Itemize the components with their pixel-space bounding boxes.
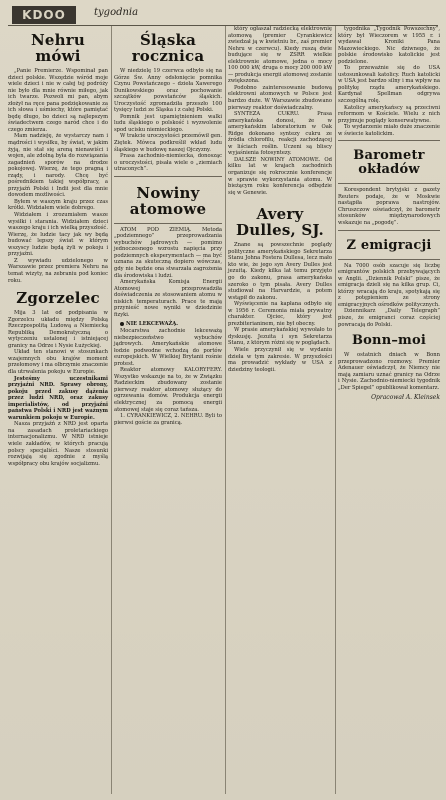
paragraph: Korespondent brytyjski z gazety Reuters podaje, że w Moskwie nastąpiła poprawa nastrojów. Chruszczow oświadczył, że barometr stosunków międzynarodowych wskazuje na „pogodę”. bbox=[338, 187, 440, 227]
paragraph: Amerykańska Komisja Energii Atomowej przeprowadziła doświadczenia ze stosowaniem atomu w niskich temperaturach. Prace te mają przynieść nowe wyniki w dziedzinie fizyki. bbox=[114, 279, 222, 318]
paragraph: Podobno zainteresowanie budową elektrowni atomowych w Polsce jest bardzo duże. W Warszawie zbudowano pierwszy reaktor doświadczalny. bbox=[228, 84, 332, 111]
paragraph: Pomnik jest upamiętnieniem walki ludu śląskiego o polskość i wyzwolenie spod ucisku niemieckiego. bbox=[114, 113, 222, 133]
section-logo: KDOO bbox=[12, 6, 76, 24]
paragraph: tygodnika „Tygodnik Powszechny”, który był Wieczorem w 1955 r. i wydawał Kroniki Pana Mazowieckiego. Nic dziwnego, że polskie środowisko katolickie jest podzielone. bbox=[338, 26, 440, 65]
headline-barometr: Barometr okładów bbox=[353, 148, 425, 178]
paragraph: To przeważnie się do USA ustosunkowali katolicy. Ruch katolicki w USA jest bardzo silny i ma wpływ na politykę rządu amerykańskiego. Kardynał Spellman odgrywa szczególną rolę. bbox=[338, 65, 440, 105]
paragraph: Reaktor atomowy KALORYFERY. Wszystko wskazuje na to, że w Związku Radzieckim zbudowany zostanie pierwszy reaktor atomowy służący do ogrzewania domów. Produkcja energii elektrycznej za pomocą energii atomowej staje się coraz tańsza. bbox=[114, 367, 222, 413]
bullet-icon bbox=[120, 322, 124, 326]
paragraph: 1. CYRANKIEWICZ, 2. NEHRU. Byli to pierwsi goście za granicą. bbox=[114, 413, 222, 426]
column-4 bbox=[338, 26, 440, 402]
paragraph: który ogłaszał radziecką elektrownię atomową (premier Cyrankiewicz zwiedzał ją w kwietniu br., zaś premier Nehru w czerwcu). Kiedy ruszą dwie budujące się w ZSRR wielkie elektrownie atomowe, jedna o mocy 100 000 kW, druga o mocy 200 000 kW — produkcja energii atomowej zostanie zwiększona. bbox=[228, 26, 332, 85]
masthead bbox=[8, 4, 438, 26]
paragraph: „Panie Premierze. Wspominał pan dzieci polskie. Wszędzie wśród moje wiele dzieci i nie w całej tej podróży nie było dla mnie równie miłego, jak ich twarze. Pozwoli mi pan, abym złożył na ręce pana podziękowanie za ich słowa i uśmiechy, które pamiętać będę długo, bo dzieci są najlepszym świadectwem czego naród chce i do czego zmierza. bbox=[8, 68, 108, 133]
headline-avery-dulles: Avery Dulles, SJ. bbox=[236, 205, 324, 240]
paragraph: Wiele przyczynił się w wydaniu dzieła w tym zakresie. W przyszłości ma prowadzić wykłady w USA z dziedziny teologii. bbox=[228, 346, 332, 373]
paragraph: Na 7000 osób szacuje się liczbę emigrantów polskich przebywających w Anglii. „Dziennik Polski” pisze, że emigracja dzieli się na kilka grup. Ci, którzy wracają do kraju, spotykają się z potępieniem ze strony emigracyjnych ośrodków politycznych. bbox=[338, 262, 440, 308]
paragraph: ATOM POD ZIEMIĄ. Metoda „podziemnego” przeprowadzania wybuchów jądrowych — pomimo jednoczesnego wzrostu napięcia przy podziemnych eksperymentach — ma być uznana za skuteczną dopiero wówczas, gdy nie będzie ona stwarzała zagrożenia dla środowiska i ludzi. bbox=[114, 226, 222, 279]
headline-zgorzelec: Zgorzelec bbox=[16, 289, 100, 308]
paragraph: Układ ten stanowi w stosunkach wzajemnych obu krajów moment przełomowy i ma olbrzymie znaczenie dla utrwalenia pokoju w Europie. bbox=[8, 349, 108, 375]
divider-box bbox=[114, 176, 222, 224]
section-kicker: tygodnia bbox=[94, 7, 139, 18]
paragraph: Prasa zachodnio-niemiecka, donosząc o uroczystości, pisała wiele o „ziemiach utraconych”. bbox=[114, 153, 222, 173]
headline-nehru: Nehru mówi bbox=[31, 31, 85, 65]
paragraph: Mocarstwa zachodnie lekceważą niebezpieczeństwo wybuchów jądrowych. Amerykańskie atomowe łodzie podwodne wchodzą do portów europejskich. W Wielkiej Brytanii rośnie protest. bbox=[114, 327, 222, 367]
paragraph: Katolicy amerykańscy są przeciwni reformom w Kościele. Wielu z nich przyjmuje poglądy konserwatywne. bbox=[338, 104, 440, 124]
byline: Opracował A. Kleinsek bbox=[371, 394, 440, 402]
column-divider bbox=[225, 26, 226, 794]
divider-box bbox=[338, 140, 440, 184]
column-1 bbox=[8, 26, 108, 467]
paragraph: Nasza przyjaźń z NRD jest oparta na zasadach proletariackiego internacjonalizmu. W NRD istnieje wiele zakładów, w których pracują polscy specjaliści. Nasze stosunki rozwijają się zgodnie z myślą współpracy obu krajów socjalizmu. bbox=[8, 421, 108, 467]
column-divider bbox=[111, 26, 112, 794]
paragraph: To wydarzenie miało duże znaczenie w świecie katolickim. bbox=[338, 124, 440, 137]
paragraph: Byłem w waszym kraju przez czas krótki. Widziałem wiele dobrego. bbox=[8, 198, 108, 212]
divider-box bbox=[338, 230, 440, 260]
subhead-nie-lekcewaza: NIE LEKCEWAŻĄ. bbox=[126, 321, 179, 328]
headline-nowiny-atomowe: Nowiny atomowe bbox=[129, 183, 207, 218]
paragraph: Dziennikarz „Daily Telegraph” pisze, że emigranci coraz częściej powracają do Polski. bbox=[338, 308, 440, 328]
paragraph: W niedzielę 19 czerwca odbyło się na Górze Św. Anny odsłonięcie pomnika Czynu Powstańczego – dzieła Xawerego Dunikowskiego oraz pochowanie szczątków powstańców śląskich. Uroczystość zgromadziła przeszło 100 tysięcy ludzi ze Śląska i z całej Polski. bbox=[114, 68, 222, 114]
paragraph-bold: Jesteśmy uczestnikami przyjaźni NRD. Sprawy obrony, pokoju przed zakusy dążenia przez ludzi NRD, oraz zakusy imperialistów, od przyjaźni państwa Polski i NRD jest ważnym warunkiem pokoju w Europie. bbox=[8, 375, 108, 421]
column-2 bbox=[114, 26, 222, 426]
paragraph: Mija 3 lat od podpisania w Zgorzelcu układu między Polską Rzeczpospolitą Ludową a Niemiecką Republiką Demokratyczną o wytyczeniu ustalonej i istniejącej granicy na Odrze i Nysie Łużyckiej. bbox=[8, 310, 108, 349]
paragraph: Wyświęcenie na kapłana odbyło się w 1956 r. Ceremonia miała prywatny charakter. Ojciec, który jest prezbiterianinem, nie był obecny. bbox=[228, 301, 332, 327]
headline-z-emigracji: Z emigracji bbox=[346, 237, 432, 253]
paragraph: Znane są powszechnie poglądy polityczne amerykańskiego Sekretarza Stanu Johna Fostera Dullesa, lecz mało kto wie, że jego syn Avery Dulles jest jezuitą. Kiedy kilka lat temu przyjęto go do zakonu, prasa amerykańska szeroko o tym pisała. Avery Dulles studiował na Harvardzie, a potem wstąpił do zakonu. bbox=[228, 242, 332, 301]
paragraph: Z wywiadu udzielonego w Warszawie przez premiera Nehru na temat wizyty, na zebraniu pod koniec roku. bbox=[8, 257, 108, 284]
paragraph: W prasie amerykańskiej wywołało to dyskusję. Jezuita i syn Sekretarza Stanu, z którym różni się w poglądach. bbox=[228, 327, 332, 347]
paragraph: Widziałem i zrozumiałem wasze wysiłki i starania. Widziałem dzieci waszego kraju i ich wielką przyszłość. Wierzę, że ludzie tacy jak wy będą budować lepszy świat w którym wszyscy ludzie będą żyli w pokoju i przyjaźni. bbox=[8, 212, 108, 258]
paragraph: W trakcie uroczystości przemówił gen. Ziętek. Mówca podkreślił wkład ludu śląskiego w budowę naszej Ojczyzny. bbox=[114, 133, 222, 153]
paragraph: Mam nadzieję, że wystarczy nam i mądrości i wysiłku, by świat, w jakim żyją, nie stał się areną nienawiści i wojen, ale zdolną była do rozwiązania zagadnień sporów na drodze pokojowej. Wierzę, że tego pragną i rządy, i narody. Chcę być pośrednikiem takiej współpracy, a przyjaźń Polski i Indii jest dla mnie dowodem możliwości. bbox=[8, 133, 108, 199]
column-3 bbox=[228, 26, 332, 373]
column-divider bbox=[335, 26, 336, 794]
headline-bonn-moi: Bonn–moi bbox=[351, 333, 427, 349]
paragraph: SYNTEZA CUKRU. Prasa amerykańska donosi, że w amerykańskim laboratorium w Oak Ridge dokonano syntezy cukru ze źródła chlorofilu, reakcji zachodzącej w liściach roślin. Uczeni są bliscy wyjaśnienia fotosyntezy. bbox=[228, 111, 332, 157]
paragraph: DALSZE NOWINY ATOMOWE. Od kilku lat w krajach zachodnich organizuje się rokrocznie konferencje w sprawie wykorzystania atomu. W bieżącym roku konferencja odbędzie się w Genewie. bbox=[228, 156, 332, 196]
paragraph: W ostatnich dniach w Bonn przeprowadzono rozmowy. Premier Adenauer oświadczył, że Niemcy nie mają zamiaru uznać granicy na Odrze i Nysie. Zachodnio-niemiecki tygodnik „Der Spiegel” opublikował komentarz. bbox=[338, 352, 440, 391]
headline-slaska-rocznica: Śląska rocznica bbox=[131, 31, 205, 65]
